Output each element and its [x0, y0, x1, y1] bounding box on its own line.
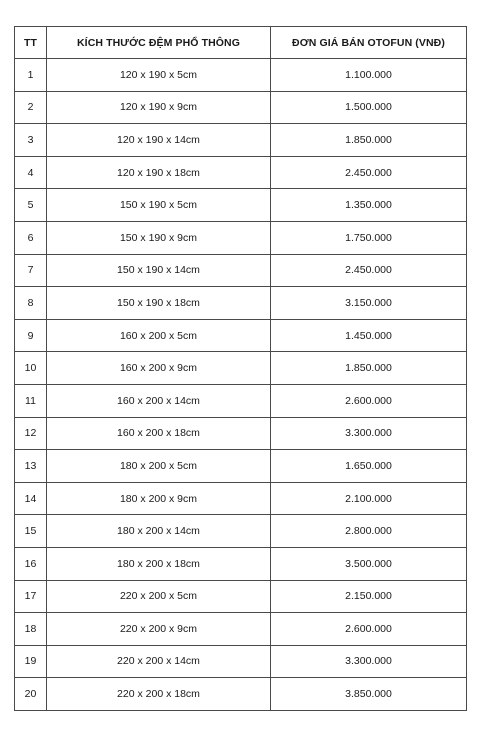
price-cell: 1.100.000	[271, 59, 467, 92]
table-row	[15, 678, 467, 711]
price-cell: 2.600.000	[271, 384, 467, 417]
row-number-cell: 16	[15, 547, 47, 580]
table-row	[15, 613, 467, 646]
price-cell: 1.450.000	[271, 319, 467, 352]
size-cell: 180 x 200 x 14cm	[47, 515, 271, 548]
table-row	[15, 580, 467, 613]
price-cell: 3.300.000	[271, 645, 467, 678]
price-cell: 3.500.000	[271, 547, 467, 580]
table-row	[15, 59, 467, 92]
size-cell: 220 x 200 x 5cm	[47, 580, 271, 613]
size-cell: 160 x 200 x 18cm	[47, 417, 271, 450]
price-cell: 1.750.000	[271, 221, 467, 254]
price-cell: 2.600.000	[271, 613, 467, 646]
size-cell: 120 x 190 x 18cm	[47, 156, 271, 189]
table-row	[15, 645, 467, 678]
row-number-cell: 18	[15, 613, 47, 646]
row-number-cell: 1	[15, 59, 47, 92]
size-cell: 220 x 200 x 18cm	[47, 678, 271, 711]
table-row	[15, 417, 467, 450]
row-number-cell: 4	[15, 156, 47, 189]
price-cell: 2.450.000	[271, 156, 467, 189]
row-number-cell: 3	[15, 124, 47, 157]
table-row	[15, 450, 467, 483]
table-row	[15, 124, 467, 157]
size-cell: 220 x 200 x 14cm	[47, 645, 271, 678]
size-cell: 150 x 190 x 5cm	[47, 189, 271, 222]
header-size: KÍCH THƯỚC ĐỆM PHỔ THÔNG	[47, 27, 271, 59]
row-number-cell: 7	[15, 254, 47, 287]
price-cell: 1.850.000	[271, 124, 467, 157]
price-cell: 2.800.000	[271, 515, 467, 548]
size-cell: 120 x 190 x 9cm	[47, 91, 271, 124]
size-cell: 150 x 190 x 18cm	[47, 287, 271, 320]
size-cell: 150 x 190 x 14cm	[47, 254, 271, 287]
table-row	[15, 384, 467, 417]
table-row	[15, 287, 467, 320]
size-cell: 120 x 190 x 5cm	[47, 59, 271, 92]
table-row	[15, 547, 467, 580]
row-number-cell: 8	[15, 287, 47, 320]
row-number-cell: 17	[15, 580, 47, 613]
price-cell: 1.850.000	[271, 352, 467, 385]
table-row	[15, 221, 467, 254]
row-number-cell: 14	[15, 482, 47, 515]
price-table	[14, 26, 467, 711]
size-cell: 160 x 200 x 9cm	[47, 352, 271, 385]
header-price: ĐƠN GIÁ BÁN OTOFUN (VNĐ)	[271, 27, 467, 59]
price-cell: 3.300.000	[271, 417, 467, 450]
header-row	[15, 27, 467, 59]
row-number-cell: 6	[15, 221, 47, 254]
row-number-cell: 20	[15, 678, 47, 711]
size-cell: 180 x 200 x 18cm	[47, 547, 271, 580]
size-cell: 160 x 200 x 14cm	[47, 384, 271, 417]
price-cell: 2.150.000	[271, 580, 467, 613]
table-row	[15, 189, 467, 222]
table-row	[15, 254, 467, 287]
size-cell: 180 x 200 x 9cm	[47, 482, 271, 515]
row-number-cell: 11	[15, 384, 47, 417]
table-row	[15, 319, 467, 352]
price-cell: 2.450.000	[271, 254, 467, 287]
row-number-cell: 5	[15, 189, 47, 222]
header-tt: TT	[15, 27, 47, 59]
table-header	[15, 27, 467, 59]
table-row	[15, 482, 467, 515]
price-cell: 1.350.000	[271, 189, 467, 222]
table-body	[15, 59, 467, 711]
table-row	[15, 515, 467, 548]
row-number-cell: 12	[15, 417, 47, 450]
row-number-cell: 19	[15, 645, 47, 678]
price-cell: 3.150.000	[271, 287, 467, 320]
row-number-cell: 10	[15, 352, 47, 385]
price-cell: 2.100.000	[271, 482, 467, 515]
table-row	[15, 156, 467, 189]
row-number-cell: 2	[15, 91, 47, 124]
row-number-cell: 13	[15, 450, 47, 483]
price-cell: 3.850.000	[271, 678, 467, 711]
size-cell: 120 x 190 x 14cm	[47, 124, 271, 157]
size-cell: 160 x 200 x 5cm	[47, 319, 271, 352]
table-row	[15, 91, 467, 124]
table-row	[15, 352, 467, 385]
price-cell: 1.650.000	[271, 450, 467, 483]
price-cell: 1.500.000	[271, 91, 467, 124]
size-cell: 150 x 190 x 9cm	[47, 221, 271, 254]
size-cell: 220 x 200 x 9cm	[47, 613, 271, 646]
size-cell: 180 x 200 x 5cm	[47, 450, 271, 483]
row-number-cell: 9	[15, 319, 47, 352]
row-number-cell: 15	[15, 515, 47, 548]
